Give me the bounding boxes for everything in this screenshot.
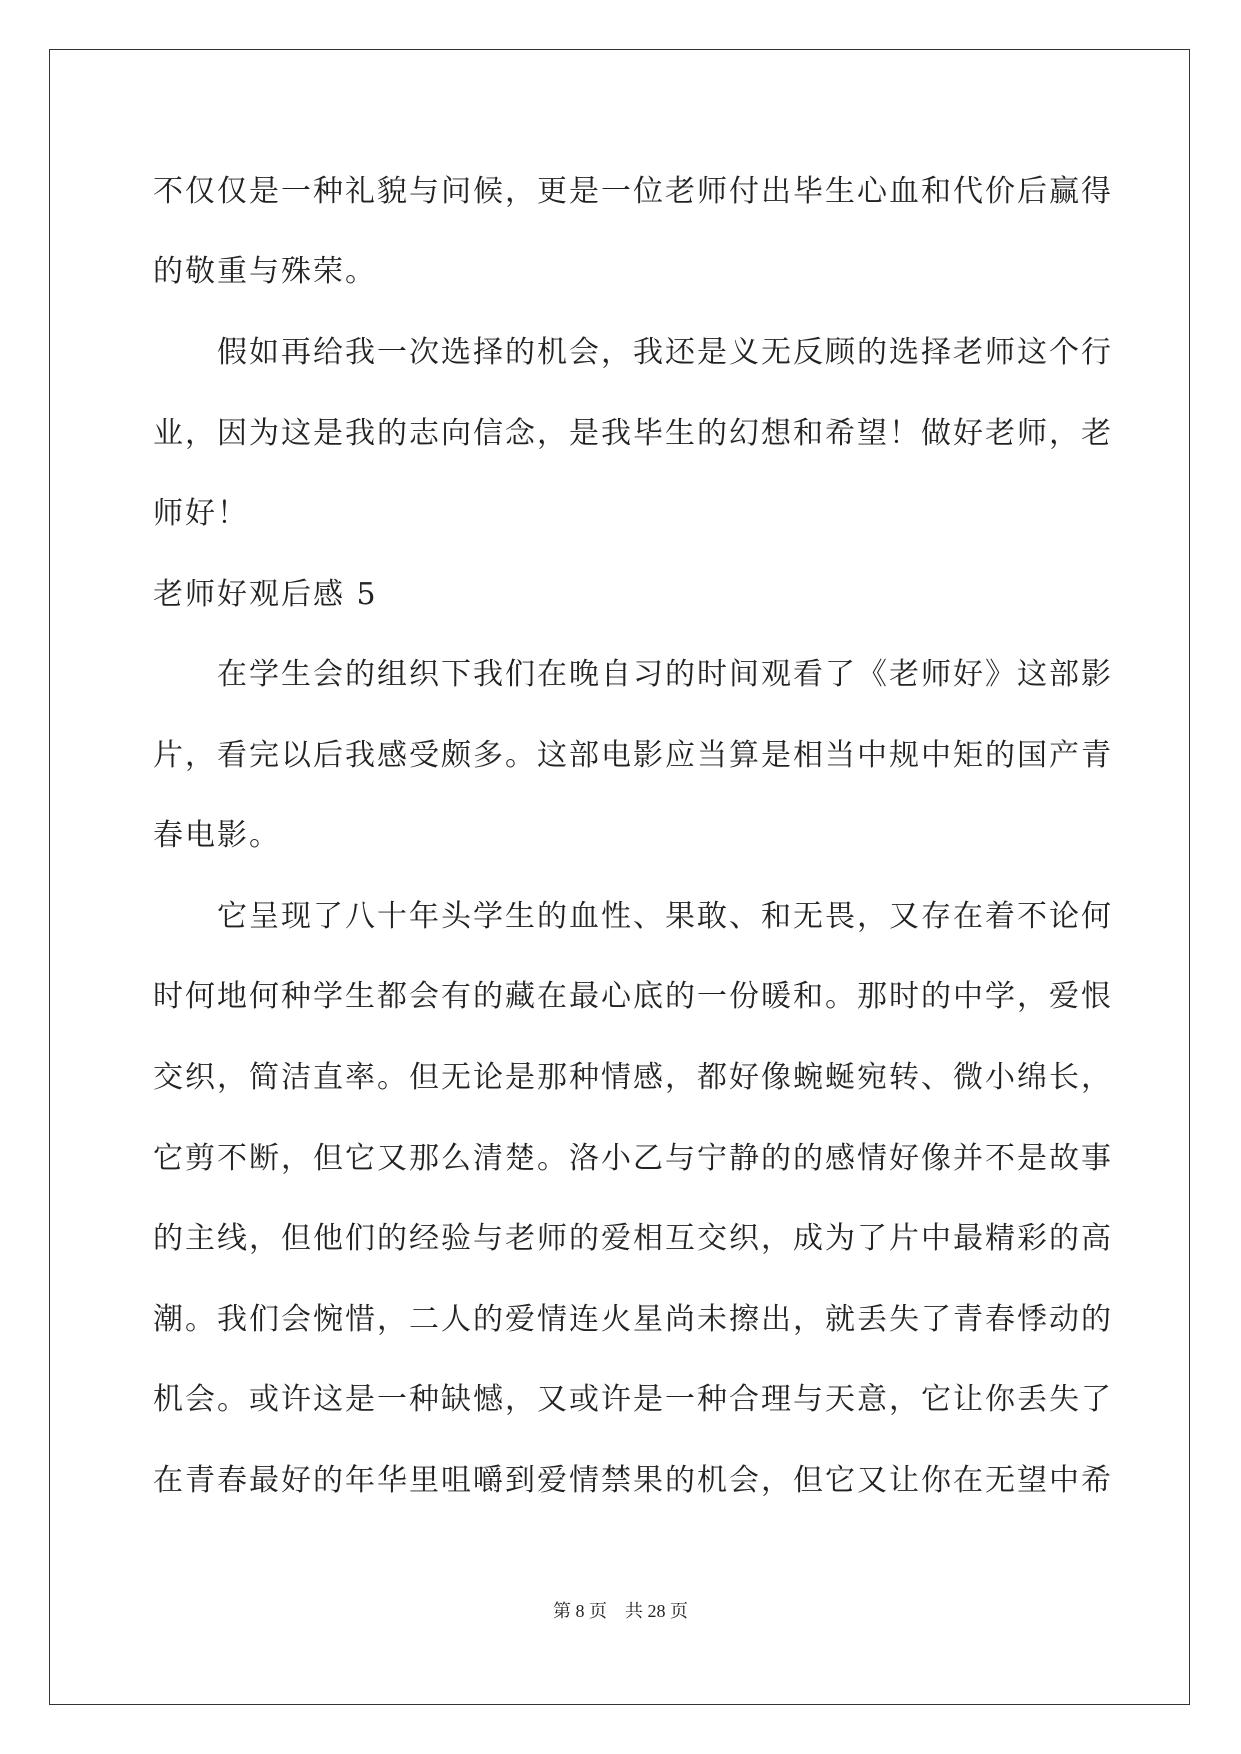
text-line: 机会。或许这是一种缺憾，又或许是一种合理与天意，它让你丢失了 [153,1382,1113,1417]
text-line: 时何地何种学生都会有的藏在最心底的一份暖和。那时的中学，爱恨 [153,979,1113,1014]
text-line: 片，看完以后我感受颇多。这部电影应当算是相当中规中矩的国产青 [153,738,1113,773]
section-heading: 老师好观后感 5 [153,577,378,612]
text-line: 假如再给我一次选择的机会，我还是义无反顾的选择老师这个行 [153,335,1113,370]
text-line: 春电影。 [153,818,281,853]
page-border [49,49,1190,1705]
text-line: 师好！ [153,496,249,531]
text-line: 潮。我们会惋惜，二人的爱情连火星尚未擦出，就丢失了青春悸动的 [153,1302,1113,1337]
page-number: 第 8 页 [553,1601,607,1621]
page-footer [0,1599,1241,1623]
text-line: 它呈现了八十年头学生的血性、果敢、和无畏，又存在着不论何 [153,899,1113,934]
page-total: 共 28 页 [625,1601,688,1621]
text-line: 它剪不断，但它又那么清楚。洛小乙与宁静的的感情好像并不是故事 [153,1141,1113,1176]
text-line: 在学生会的组织下我们在晚自习的时间观看了《老师好》这部影 [153,657,1113,692]
text-line: 不仅仅是一种礼貌与问候，更是一位老师付出毕生心血和代价后赢得 [153,174,1113,209]
text-line: 业，因为这是我的志向信念，是我毕生的幻想和希望！做好老师，老 [153,416,1113,451]
text-line: 的敬重与殊荣。 [153,254,377,289]
text-line: 交织，简洁直率。但无论是那种情感，都好像蜿蜒宛转、微小绵长， [153,1060,1113,1095]
text-line: 在青春最好的年华里咀嚼到爱情禁果的机会，但它又让你在无望中希 [153,1463,1113,1498]
text-line: 的主线，但他们的经验与老师的爱相互交织，成为了片中最精彩的高 [153,1221,1113,1256]
